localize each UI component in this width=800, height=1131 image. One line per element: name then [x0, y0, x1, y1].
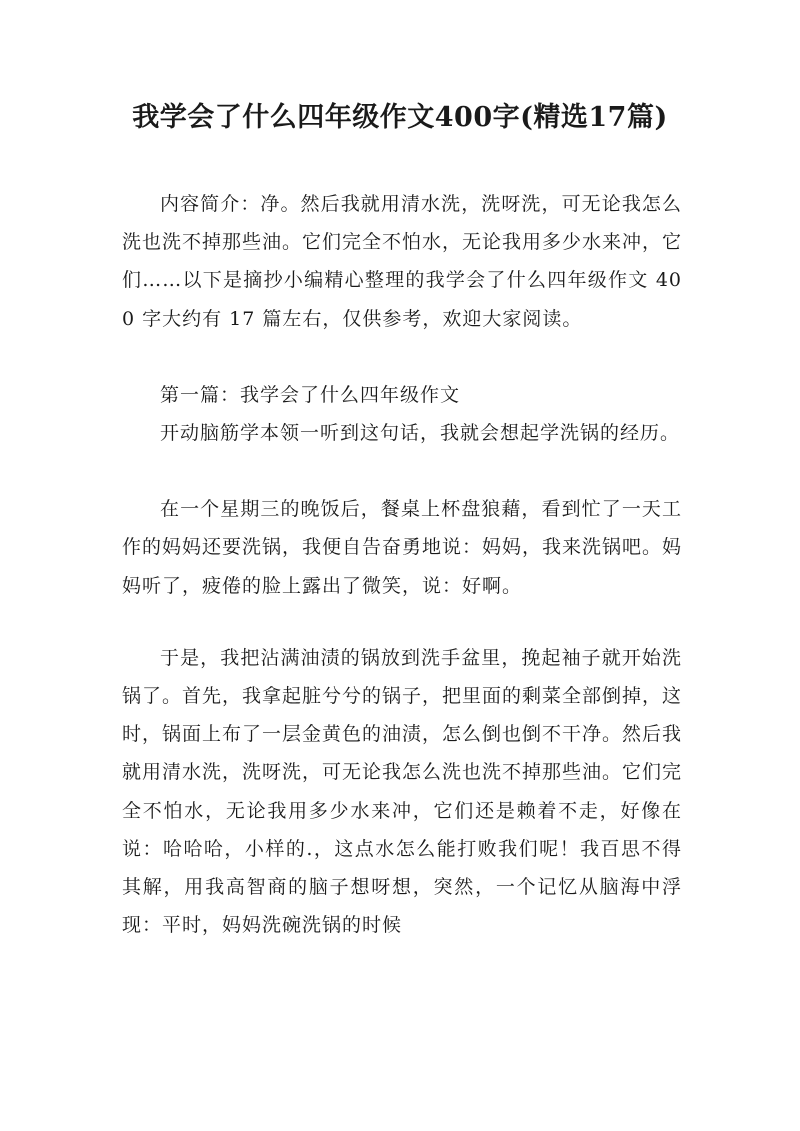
intro-paragraph: 内容简介：净。然后我就用清水洗，洗呀洗，可无论我怎么洗也洗不掉那些油。它们完全不怕水，无论我用多少水来冲，它们……以下是摘抄小编精心整理的我学会了什么四年级作文 400 字大约有 17 篇左右，仅供参考，欢迎大家阅读。	[122, 193, 683, 330]
section-heading: 第一篇：我学会了什么四年级作文	[160, 383, 461, 406]
spacer	[122, 452, 682, 490]
document-body	[122, 185, 682, 944]
document-title: 我学会了什么四年级作文400字(精选17篇)	[132, 102, 668, 133]
body-paragraph: 于是，我把沾满油渍的锅放到洗手盆里，挽起袖子就开始洗锅了。首先，我拿起脏兮兮的锅子，把里面的剩菜全部倒掉，这时，锅面上布了一层金黄色的油渍，怎么倒也倒不干净。然后我就用清水洗，洗呀洗，可无论我怎么洗也洗不掉那些油。它们完全不怕水，无论我用多少水来冲，它们还是赖着不走，好像在说：哈哈哈，小样的.，这点水怎么能打败我们呢！我百思不得其解，用我高智商的脑子想呀想，突然，一个记忆从脑海中浮现：平时，妈妈洗碗洗锅的时候	[122, 646, 683, 937]
body-paragraph: 在一个星期三的晚饭后，餐桌上杯盘狼藉，看到忙了一天工作的妈妈还要洗锅，我便自告奋勇地说：妈妈，我来洗锅吧。妈妈听了，疲倦的脸上露出了微笑，说：好啊。	[122, 498, 683, 597]
body-paragraph: 开动脑筋学本领一听到这句话，我就会想起学洗锅的经历。	[160, 422, 681, 445]
spacer	[122, 338, 682, 376]
spacer	[122, 605, 682, 639]
